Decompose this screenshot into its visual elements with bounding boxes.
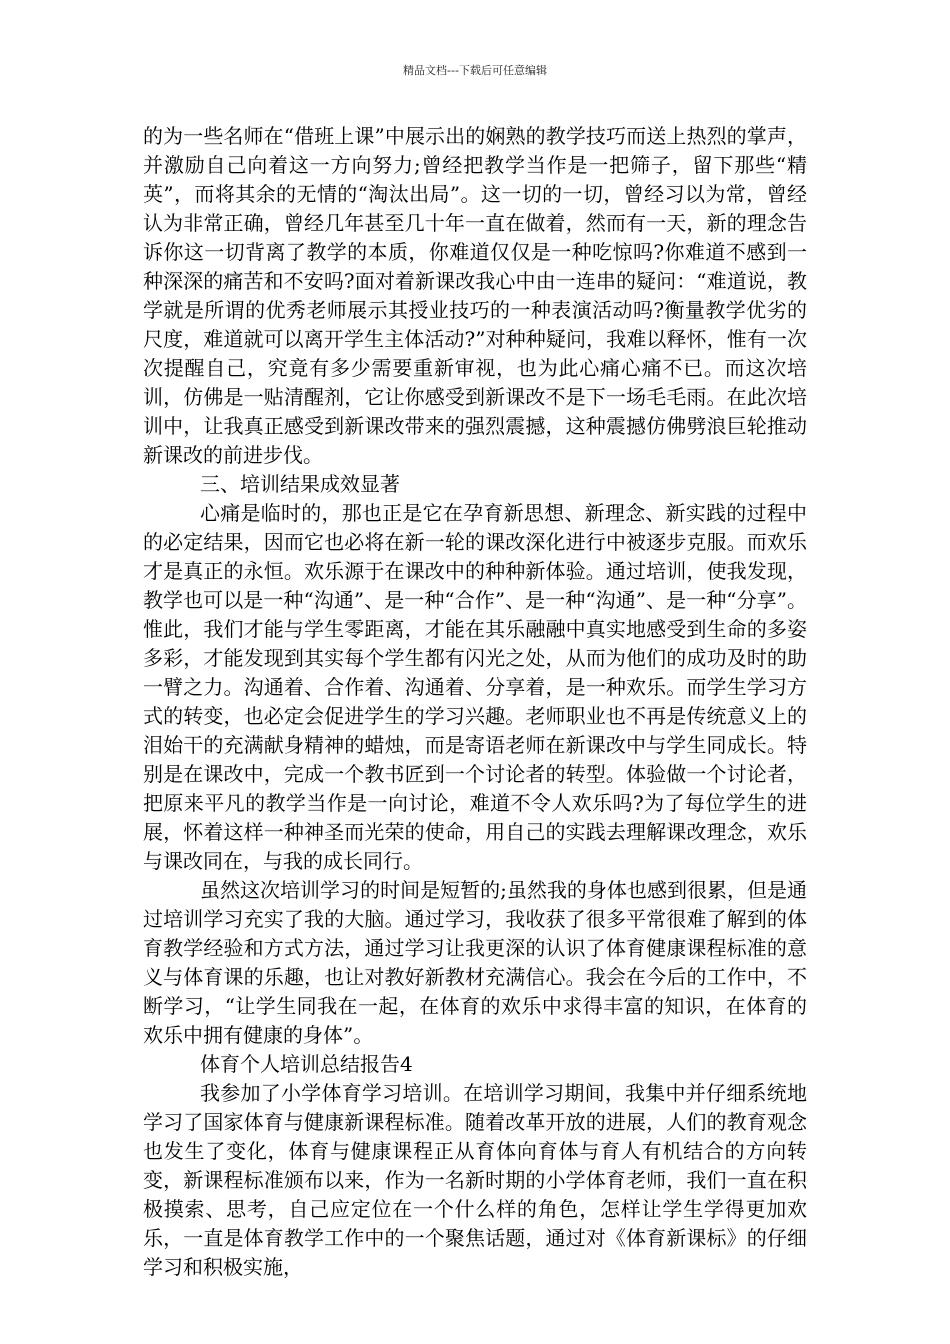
paragraph-2: 心痛是临时的，那也正是它在孕育新思想、新理念、新实践的过程中的必定结果，因而它也必将在新一轮的课改深化进行中被逐步克服。而欢乐才是真正的永恒。欢乐源于在课改中的种种新体验。通过培训，使我发现，教学也可以是一种“沟通”、是一种“合作”、是一种“沟通”、是一种“分享”。惟此，我们才能与学生零距离，才能在其乐融融中真实地感受到生命的多姿多彩，才能发现到其实每个学生都有闪光之处，从而为他们的成功及时的助一臂之力。沟通着、合作着、沟通着、分享着，是一种欢乐。而学生学习方式的转变，也必定会促进学生的学习兴趣。老师职业也不再是传统意义上的泪始干的充满献身精神的蜡烛，而是寄语老师在新课改中与学生同成长。特别是在课改中，完成一个教书匠到一个讨论者的转型。体验做一个讨论者，把原来平凡的教学当作是一向讨论，难道不令人欢乐吗?为了每位学生的进展，怀着这样一种神圣而光荣的使命，用自己的实践去理解课改理念，欢乐与课改同在，与我的成长同行。 [143,501,807,873]
section-heading-results: 三、培训结果成效显著 [200,472,400,496]
page-header: 精品文档---下载后可任意编辑 [403,64,547,77]
document-body [143,122,807,1282]
paragraph-3: 虽然这次培训学习的时间是短暂的;虽然我的身体也感到很累，但是通过培训学习充实了我的大脑。通过学习，我收获了很多平常很难了解到的体育教学经验和方式方法，通过学习让我更深的认识了体育健康课程标准的意义与体育课的乐趣，也让对教好新教材充满信心。我会在今后的工作中，不断学习，“让学生同我在一起，在体育的欢乐中求得丰富的知识，在体育的欢乐中拥有健康的身体”。 [143,878,807,1047]
paragraph-1: 的为一些名师在“借班上课”中展示出的娴熟的教学技巧而送上热烈的掌声，并激励自己向着这一方向努力;曾经把教学当作是一把筛子，留下那些“精英”，而将其余的无情的“淘汰出局”。这一切的一切，曾经习以为常，曾经认为非常正确，曾经几年甚至几十年一直在做着，然而有一天，新的理念告诉你这一切背离了教学的本质，你难道仅仅是一种吃惊吗?你难道不感到一种深深的痛苦和不安吗?面对着新课改我心中由一连串的疑问：“难道说，教学就是所谓的优秀老师展示其授业技巧的一种表演活动吗?衡量教学优劣的尺度，难道就可以离开学生主体活动?”对种种疑问，我难以释怀，惟有一次次提醒自己，究竟有多少需要重新审视，也为此心痛心痛不已。而这次培训，仿佛是一贴清醒剂，它让你感受到新课改不是下一场毛毛雨。在此次培训中，让我真正感受到新课改带来的强烈震撼，这种震撼仿佛劈浪巨轮推动新课改的前进步伐。 [143,124,807,467]
paragraph-4: 我参加了小学体育学习培训。在培训学习期间，我集中并仔细系统地学习了国家体育与健康新课程标准。随着改革开放的进展，人们的教育观念也发生了变化，体育与健康课程正从育体向育体与育人有机结合的方向转变，新课程标准颁布以来，作为一名新时期的小学体育老师，我们一直在积极摸索、思考，自己应定位在一个什么样的角色，怎样让学生学得更加欢乐，一直是体育教学工作中的一个聚焦话题，通过对《体育新课标》的仔细学习和积极实施， [143,1081,807,1279]
section-heading-report-4: 体育个人培训总结报告4 [200,1052,413,1076]
